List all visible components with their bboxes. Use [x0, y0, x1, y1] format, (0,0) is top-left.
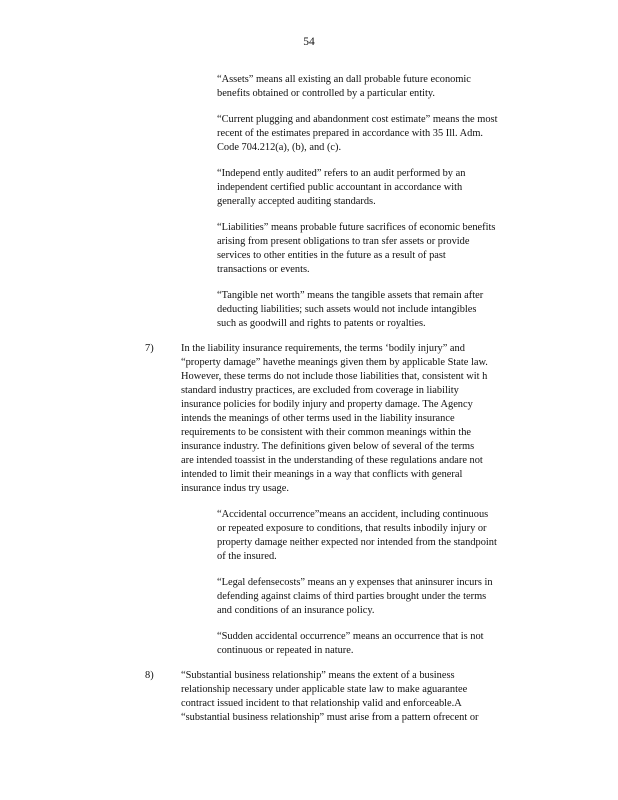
text-line: recent of the estimates prepared in accordance with 35 Ill. Adm.	[217, 128, 484, 139]
item-number: 8)	[145, 670, 154, 681]
text-line: Code 704.212(a), (b), and (c).	[217, 142, 342, 153]
text-line: deducting liabilities; such assets would not include intangibles	[217, 304, 477, 315]
text-line: However, these terms do not include those liabilities that, consistent wit h	[181, 371, 488, 382]
text-line: such as goodwill and rights to patents or royalties.	[217, 318, 426, 329]
text-line: insurance policies for bodily injury and property damage. The Agency	[181, 399, 473, 410]
text-line: “Tangible net worth” means the tangible assets that remain after	[217, 290, 484, 301]
text-line: intends the meanings of other terms used in the liability insurance	[181, 413, 455, 424]
text-line: services to other entities in the future as a result of past	[217, 250, 446, 261]
text-line: or repeated exposure to conditions, that results inbodily injury or	[217, 523, 487, 534]
text-line: of the insured.	[217, 551, 277, 562]
page-number: 54	[303, 36, 315, 48]
text-line: arising from present obligations to tran sfer assets or provide	[217, 236, 470, 247]
text-line: “Liabilities” means probable future sacrifices of economic benefits	[217, 222, 496, 233]
text-line: “Sudden accidental occurrence” means an occurrence that is not	[217, 631, 484, 642]
text-line: insurance indus try usage.	[181, 483, 289, 494]
text-line: “Current plugging and abandonment cost estimate” means the most	[217, 114, 498, 125]
text-line: relationship necessary under applicable state law to make aguarantee	[181, 684, 468, 695]
text-line: contract issued incident to that relationship valid and enforceable.A	[181, 698, 462, 709]
text-line: “property damage” havethe meanings given them by applicable State law.	[181, 357, 488, 368]
text-line: transactions or events.	[217, 264, 310, 275]
text-line: intended to limit their meanings in a way that conflicts with general	[181, 469, 463, 480]
text-line: “Substantial business relationship” means the extent of a business	[181, 670, 455, 681]
text-line: independent certified public accountant in accordance with	[217, 182, 463, 193]
text-line: property damage neither expected nor intended from the standpoint	[217, 537, 497, 548]
text-line: In the liability insurance requirements, the terms ‘bodily injury” and	[181, 343, 465, 354]
text-line: benefits obtained or controlled by a particular entity.	[217, 88, 436, 99]
text-line: “substantial business relationship” must arise from a pattern ofrecent or	[181, 712, 479, 723]
text-line: generally accepted auditing standards.	[217, 196, 376, 207]
text-line: standard industry practices, are excluded from coverage in liability	[181, 385, 459, 396]
text-line: “Independ ently audited” refers to an audit performed by an	[217, 168, 466, 179]
text-line: “Assets” means all existing an dall probable future economic	[217, 74, 471, 85]
text-line: “Legal defensecosts” means an y expenses that aninsurer incurs in	[217, 577, 493, 588]
text-line: and conditions of an insurance policy.	[217, 605, 375, 616]
text-line: are intended toassist in the understanding of these regulations andare not	[181, 455, 483, 466]
text-line: requirements to be consistent with their common meanings within the	[181, 427, 472, 438]
text-line: defending against claims of third parties brought under the terms	[217, 591, 487, 602]
item-number: 7)	[145, 343, 154, 354]
text-line: continuous or repeated in nature.	[217, 645, 354, 656]
text-line: “Accidental occurrence”means an accident, including continuous	[217, 509, 489, 520]
text-line: insurance industry. The definitions given below of several of the terms	[181, 441, 475, 452]
